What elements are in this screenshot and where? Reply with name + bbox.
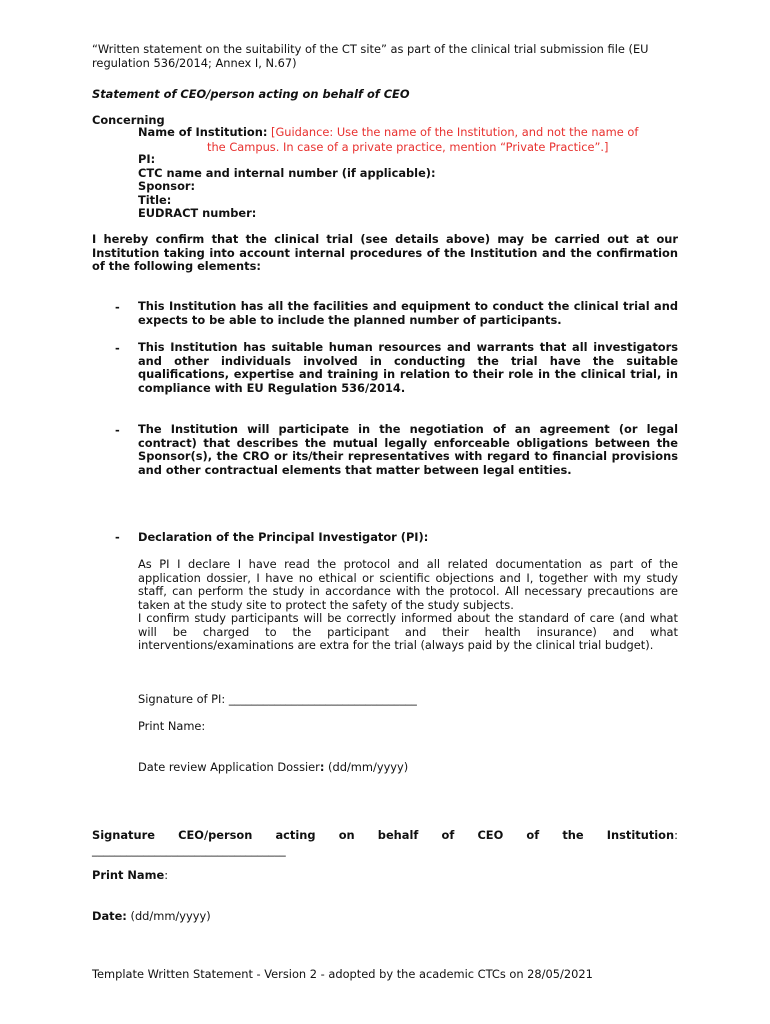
title-label: Title: <box>138 192 172 207</box>
document-footer: Template Written Statement - Version 2 - adopted by the academic CTCs on 28/05/2021 <box>92 967 593 981</box>
institution-guidance-line-2: the Campus. In case of a private practice, mention “Private Practice”.] <box>207 140 609 154</box>
ctc-label: CTC name and internal number (if applicable): <box>138 165 436 180</box>
pi-date-format: (dd/mm/yyyy) <box>324 760 409 774</box>
institution-row <box>138 126 683 140</box>
eudract-label: EUDRACT number: <box>138 206 257 220</box>
bullet-dash-4: - <box>115 530 120 544</box>
header-line-2: regulation 536/2014; Annex I, N.67) <box>92 55 297 70</box>
pi-signature-line: Signature of PI: _________________________________ <box>138 692 417 706</box>
pi-label: PI: <box>138 152 156 166</box>
pi-date-label: Date review Application Dossier <box>138 760 320 774</box>
ceo-print-name-colon: : <box>164 868 169 882</box>
trial-fields <box>138 153 436 221</box>
ceo-sig-colon: : <box>674 828 678 842</box>
ceo-signature-row <box>92 828 678 842</box>
ceo-signature-line: __________________________________ <box>92 843 286 857</box>
bullet-facilities: This Institution has all the facilities and equipment to conduct the clinical trial and expects to be able to include the planned number of participants. <box>138 299 678 327</box>
pi-declaration-body <box>138 558 678 653</box>
pi-declaration-para-2: I confirm study participants will be correctly informed about the standard of care (and what will be charged to the participant and their health insurance) and what interventions/examinations are extra for the trial (always paid by the clinical trial budget). <box>138 611 678 652</box>
confirmation-intro: I hereby confirm that the clinical trial (see details above) may be carried out at our Institution taking into account internal procedures of the Institution and the confirmation of the following elements: <box>92 232 678 273</box>
pi-date-colon: : <box>319 760 325 774</box>
bullet-dash-3: - <box>115 423 120 437</box>
ceo-sig-word-2: CEO/person <box>178 828 253 842</box>
pi-print-name: Print Name: <box>138 719 206 733</box>
bullet-human-resources: This Institution has suitable human resources and warrants that all investigators and other individuals involved in conducting the trial have the suitable qualifications, expertise and training in relation to their role in the clinical trial, in compliance with EU Regulation 536/2014. <box>138 340 678 395</box>
ceo-print-name <box>92 868 168 882</box>
ceo-sig-word-9: the <box>562 828 584 842</box>
header-line-1: “Written statement on the suitability of the CT site” as part of the clinical trial submission file (EU <box>92 42 649 56</box>
pi-declaration-para-1: As PI I declare I have read the protocol and all related documentation as part of the application dossier, I have no ethical or scientific objections and I, together with my study staff, can perform the study in accordance with the protocol. All necessary precautions are taken at the study site to protect the safety of the study subjects. <box>138 557 678 612</box>
ceo-sig-word-4: on <box>338 828 355 842</box>
bullet-agreement: The Institution will participate in the negotiation of an agreement (or legal contract) that describes the mutual legally enforceable obligations between the Sponsor(s), the CRO or its/their representatives with regard to financial provisions and other contractual elements that matter between legal entities. <box>138 422 678 477</box>
sponsor-label: Sponsor: <box>138 179 196 193</box>
ceo-print-name-label: Print Name <box>92 868 165 882</box>
ceo-sig-word-10: Institution <box>606 828 675 842</box>
ceo-sig-word-5: behalf <box>377 828 419 842</box>
ceo-sig-word-10-group <box>607 828 678 842</box>
ceo-date <box>92 909 211 923</box>
pi-date-review <box>138 760 408 774</box>
pi-declaration-heading: Declaration of the Principal Investigator (PI): <box>138 530 429 544</box>
statement-title: Statement of CEO/person acting on behalf of CEO <box>92 87 410 101</box>
bullet-dash-2: - <box>115 341 120 355</box>
bullet-dash-1: - <box>115 300 120 314</box>
document-header <box>92 43 648 70</box>
ceo-sig-word-6: of <box>441 828 455 842</box>
institution-label: Name of Institution: <box>138 125 268 139</box>
ceo-sig-word-1: Signature <box>92 828 155 842</box>
ceo-sig-word-3: acting <box>275 828 316 842</box>
ceo-sig-word-7: CEO <box>477 828 504 842</box>
ceo-date-format: (dd/mm/yyyy) <box>126 909 211 923</box>
concerning-label: Concerning <box>92 113 165 127</box>
institution-guidance: [Guidance: Use the name of the Institution, and not the name of <box>271 125 639 139</box>
ceo-date-label: Date: <box>92 909 127 923</box>
ceo-sig-word-8: of <box>526 828 540 842</box>
